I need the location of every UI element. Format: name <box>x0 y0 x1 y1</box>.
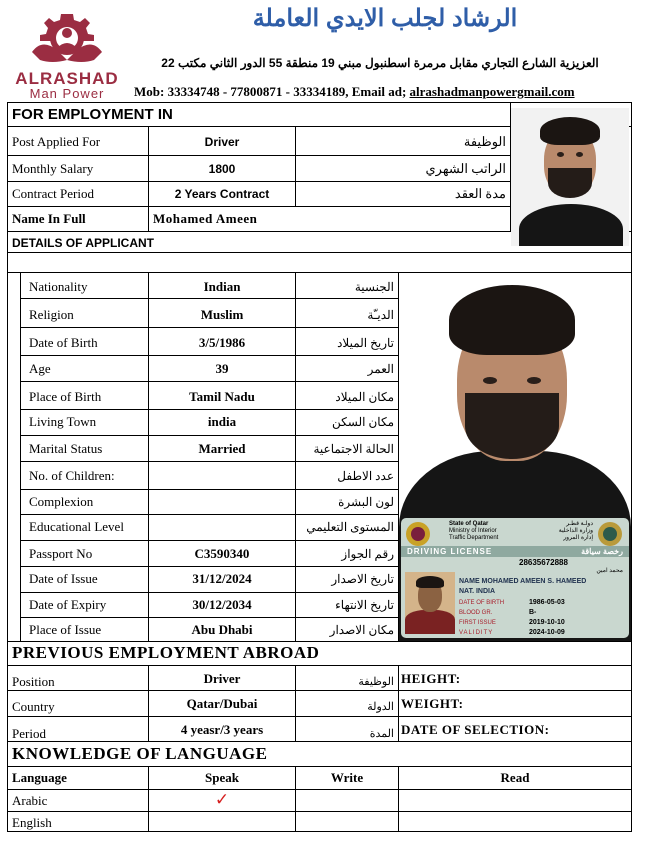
grid-line <box>7 690 632 691</box>
name-value: Mohamed Ameen <box>153 211 258 226</box>
prev-position-label-arabic: الوظيفة <box>358 676 394 688</box>
detail-label-arabic: الجنسية <box>354 280 394 294</box>
prev-position-value: Driver <box>203 671 241 686</box>
detail-label: Living Town <box>29 414 97 429</box>
detail-value: 3/5/1986 <box>198 335 246 350</box>
prev-period-label: Period <box>12 726 46 741</box>
grid-line <box>295 272 296 641</box>
logo-subtitle: Man Power <box>29 86 105 101</box>
detail-label: Date of Birth <box>29 335 98 350</box>
grid-line <box>20 298 398 299</box>
prev-country-label: Country <box>12 699 55 714</box>
grid-line <box>7 641 632 642</box>
height-label: HEIGHT: <box>401 671 461 686</box>
grid-line <box>7 766 632 767</box>
detail-value: C3590340 <box>194 546 250 561</box>
license-blood-value: B- <box>529 609 537 616</box>
grid-line <box>20 540 398 541</box>
grid-line <box>7 252 632 253</box>
grid-line <box>20 461 398 462</box>
detail-label-arabic: مكان الاصدار <box>329 623 394 637</box>
license-validity-value: 2024-10-09 <box>529 629 565 636</box>
company-address-arabic: العزيزية الشارع التجاري مقابل مرمرة اسطنبول مبني 19 منطقة 55 الدور الثاني مكتب 22 <box>161 56 599 70</box>
detail-label: Date of Issue <box>29 571 98 586</box>
lang-arabic-label: Arabic <box>12 793 48 808</box>
detail-label-arabic: تاريخ الانتهاء <box>335 598 394 612</box>
detail-label-arabic: تاريخ الميلاد <box>337 336 394 350</box>
detail-value: 39 <box>215 361 229 376</box>
license-ministry-arabic: وزارة الداخلية <box>558 528 593 534</box>
detail-label-arabic: عدد الاطفل <box>337 469 394 483</box>
detail-label: Age <box>29 361 51 376</box>
detail-label: Complexion <box>29 494 94 509</box>
detail-label: No. of Children: <box>29 468 115 483</box>
grid-line <box>20 435 398 436</box>
grid-line <box>7 155 510 156</box>
detail-value: Indian <box>203 279 241 294</box>
detail-value: 31/12/2024 <box>192 571 252 586</box>
detail-label-arabic: الديـّة <box>367 308 394 322</box>
license-state-arabic: دولـة قطـر <box>566 521 593 527</box>
salary-label: Monthly Salary <box>12 161 94 176</box>
license-department: Traffic Department <box>449 535 499 541</box>
detail-value: Married <box>198 441 246 456</box>
grid-line <box>20 272 21 641</box>
license-name-arabic: محمد امين <box>596 568 623 574</box>
detail-label: Place of Issue <box>29 622 102 637</box>
detail-label: Religion <box>29 307 74 322</box>
contact-email-link[interactable]: alrashadmanpowergmail.com <box>409 84 575 99</box>
speak-checkmark-icon: ✓ <box>214 790 230 809</box>
grid-line <box>295 665 296 741</box>
contact-phones: Mob: 33334748 - 77800871 - 33334189, Email ad; <box>134 84 410 99</box>
applicant-photo-small <box>511 108 629 246</box>
detail-label-arabic: لون البشرة <box>338 495 394 509</box>
col-write: Write <box>330 770 364 785</box>
post-label-arabic: الوظيفة <box>463 134 506 149</box>
grid-line <box>20 514 398 515</box>
grid-line <box>20 592 398 593</box>
detail-label: Marital Status <box>29 441 103 456</box>
previous-employment-heading: PREVIOUS EMPLOYMENT ABROAD <box>12 643 320 662</box>
detail-label-arabic: تاريخ الاصدار <box>331 572 394 586</box>
grid-line <box>7 665 632 666</box>
license-banner-text: DRIVING LICENSE <box>407 547 493 556</box>
detail-value: Muslim <box>200 307 244 322</box>
license-name-row: NAME MOHAMED AMEEN S. HAMEED <box>459 578 587 585</box>
grid-line <box>7 811 632 812</box>
gear-people-icon <box>12 8 122 74</box>
post-label: Post Applied For <box>12 134 101 149</box>
grid-line <box>295 126 296 206</box>
prev-country-label-arabic: الدولة <box>367 701 394 713</box>
license-number: 28635672888 <box>519 558 568 567</box>
qatar-emblem-icon <box>405 521 431 547</box>
lang-english-label: English <box>12 815 52 830</box>
license-blood-label: BLOOD GR. <box>459 610 493 616</box>
detail-label: Date of Expiry <box>29 597 107 612</box>
grid-line <box>7 181 510 182</box>
detail-label-arabic: الحالة الاجتماعية <box>313 442 394 456</box>
grid-line <box>20 381 398 382</box>
detail-label-arabic: المستوى التعليمي <box>306 520 394 534</box>
moi-emblem-icon <box>597 521 623 547</box>
license-state: State of Qatar <box>449 521 489 527</box>
col-language: Language <box>12 770 67 785</box>
grid-line <box>7 789 632 790</box>
license-ministry: Ministry of Interior <box>449 528 497 534</box>
logo-name: ALRASHAD <box>15 69 119 88</box>
detail-value: Abu Dhabi <box>191 622 253 637</box>
grid-line <box>20 617 398 618</box>
grid-line <box>20 489 398 490</box>
grid-line <box>7 206 510 207</box>
contract-value: 2 Years Contract <box>174 187 270 201</box>
employment-heading: FOR EMPLOYMENT IN <box>12 106 173 123</box>
col-read: Read <box>500 770 530 785</box>
grid-line <box>7 716 632 717</box>
details-heading: DETAILS OF APPLICANT <box>12 236 154 250</box>
detail-value: india <box>207 414 237 429</box>
grid-line <box>20 409 398 410</box>
license-first-issue-label: FIRST ISSUE <box>459 620 496 626</box>
name-label: Name In Full <box>12 211 86 226</box>
grid-line <box>20 327 398 328</box>
salary-value: 1800 <box>208 162 236 176</box>
grid-line <box>20 566 398 567</box>
grid-line <box>398 665 399 741</box>
license-banner-arabic: رخصة سياقة <box>581 547 623 556</box>
detail-label: Passport No <box>29 546 93 561</box>
col-speak: Speak <box>205 770 239 785</box>
detail-label-arabic: رقم الجواز <box>341 547 394 561</box>
weight-label: WEIGHT: <box>401 696 464 711</box>
detail-label-arabic: مكان الميلاد <box>335 390 394 404</box>
detail-label-arabic: العمر <box>367 362 394 376</box>
prev-period-value: 4 yeasr/3 years <box>180 722 264 737</box>
contract-label-arabic: مدة العقد <box>454 186 506 201</box>
driving-license-card <box>401 518 629 638</box>
license-department-arabic: إدارة المرور <box>563 535 593 541</box>
detail-label-arabic: مكان السكن <box>332 415 394 429</box>
detail-label: Educational Level <box>29 519 124 534</box>
date-of-selection-label: DATE OF SELECTION: <box>401 722 550 737</box>
detail-value: Tamil Nadu <box>189 389 255 404</box>
company-logo <box>12 8 122 100</box>
detail-label: Nationality <box>29 279 88 294</box>
license-dob-value: 1986-05-03 <box>529 599 565 606</box>
language-heading: KNOWLEDGE OF LANGUAGE <box>12 744 268 763</box>
license-dob-label: DATE OF BIRTH <box>459 600 505 606</box>
detail-value: 30/12/2034 <box>192 597 252 612</box>
prev-position-label: Position <box>12 674 55 689</box>
license-holder-photo <box>405 572 455 634</box>
salary-label-arabic: الراتب الشهري <box>425 161 506 176</box>
post-value: Driver <box>204 135 240 149</box>
license-nat-row: NAT. INDIA <box>459 588 496 595</box>
prev-country-value: Qatar/Dubai <box>186 696 258 711</box>
prev-period-label-arabic: المدة <box>369 728 394 740</box>
contract-label: Contract Period <box>12 186 94 201</box>
license-first-issue-value: 2019-10-10 <box>529 619 565 626</box>
license-validity-label: VALIDITY <box>459 630 494 636</box>
detail-label: Place of Birth <box>29 389 102 404</box>
grid-line <box>20 355 398 356</box>
company-contact <box>134 84 634 100</box>
company-title-arabic: الرشاد لجلب الايدي العاملة <box>252 5 518 32</box>
